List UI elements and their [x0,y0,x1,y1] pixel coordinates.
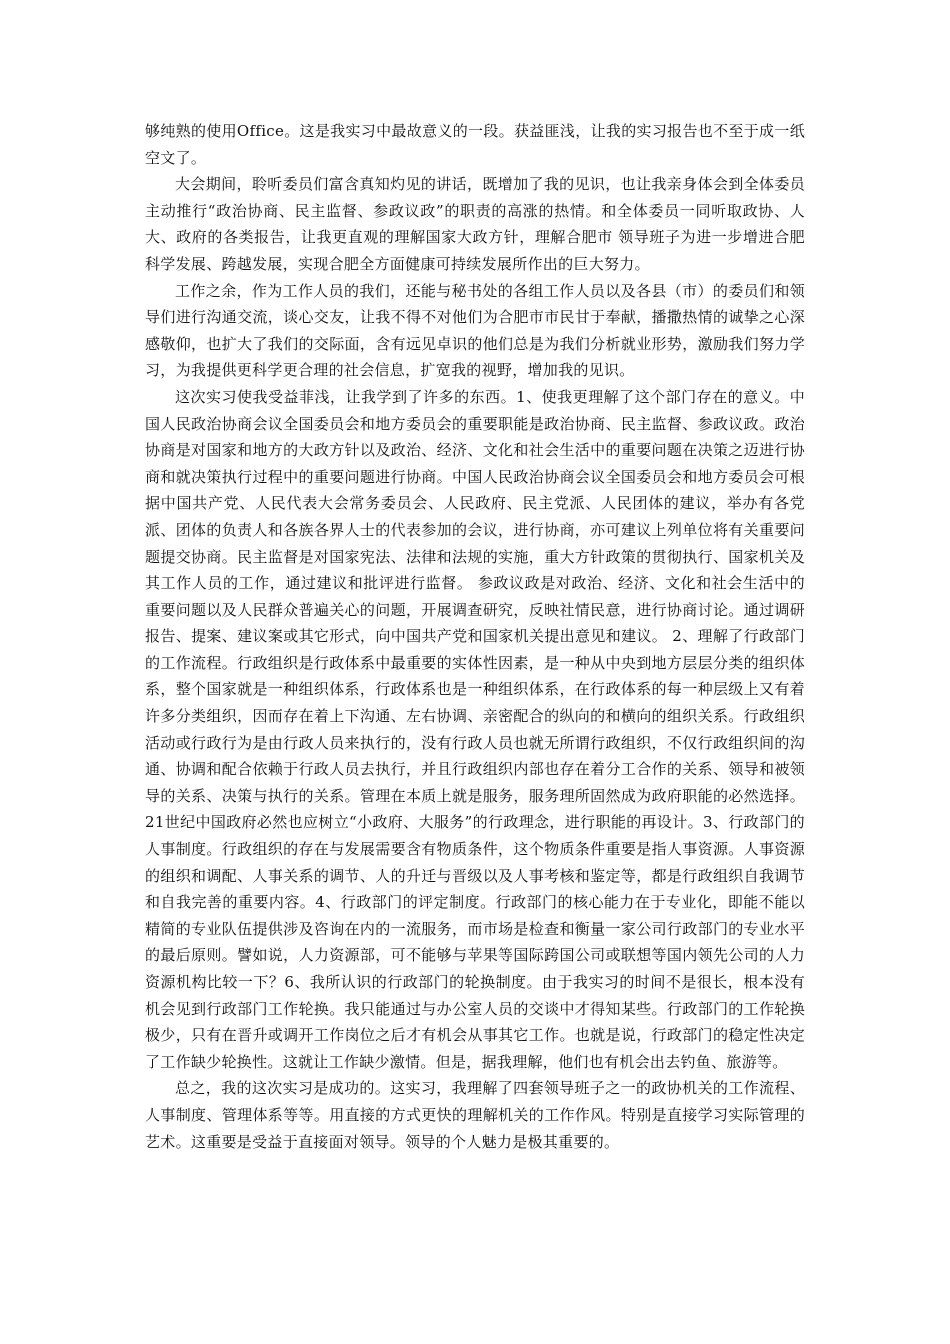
paragraph-conference: 大会期间，聆听委员们富含真知灼见的讲话，既增加了我的见识，也让我亲身体会到全体委员主动推行“政治协商、民主监督、参政议政”的职责的高涨的热情。和全体委员一同听取政协、人大、政府的各类报告，让我更直观的理解国家大政方针，理解合肥市 领导班子为进一步增进合肥科学发展、跨越发展，实现合肥全方面健康可持续发展所作出的巨大努力。 [145,175,805,273]
paragraph-internship-gains: 这次实习使我受益菲浅，让我学到了许多的东西。1、使我更理解了这个部门存在的意义。中国人民政治协商会议全国委员会和地方委员会的重要职能是政治协商、民主监督、参政议政。政治协商是对国家和地方的大政方针以及政治、经济、文化和社会生活中的重要问题在决策之迈进行协商和就决策执行过程中的重要问题进行协商。中国人民政治协商会议全国委员会和地方委员会可根据中国共产党、人民代表大会常务委员会、人民政府、民主党派、人民团体的建议，举办有各党派、团体的负责人和各族各界人士的代表参加的会议，进行协商，亦可建议上列单位将有关重要问题提交协商。民主监督是对国家宪法、法律和法规的实施，重大方针政策的贯彻执行、国家机关及其工作人员的工作，通过建议和批评进行监督。 参政议政是对政治、经济、文化和社会生活中的重要问题以及人民群众普遍关心的问题，开展调查研究，反映社情民意，进行协商讨论。通过调研报告、提案、建议案或其它形式，向中国共产党和国家机关提出意见和建议。 2、理解了行政部门的工作流程。行政组织是行政体系中最重要的实体性因素，是一种从中央到地方层层分类的组织体系，整个国家就是一种组织体系，行政体系也是一种组织体系，在行政体系的每一种层级上又有着许多分类组织，因而存在着上下沟通、左右协调、亲密配合的纵向的和横向的组织关系。行政组织活动或行政行为是由行政人员来执行的，没有行政人员也就无所谓行政组织，不仅行政组织间的沟通、协调和配合依赖于行政人员去执行，并且行政组织内部也存在着分工合作的关系、领导和被领导的关系、决策与执行的关系。管理在本质上就是服务，服务理所固然成为政府职能的必然选择。21世纪中国政府必然也应树立“小政府、大服务”的行政理念，进行职能的再设计。3、行政部门的人事制度。行政组织的存在与发展需要含有物质条件，这个物质条件重要是指人事资源。人事资源的组织和调配、人事关系的调节、人的升迁与晋级以及人事考核和鉴定等，都是行政组织自我调节和自我完善的重要内容。4、行政部门的评定制度。行政部门的核心能力在于专业化，即能不能以精简的专业队伍提供涉及咨询在内的一流服务，而市场是检查和衡量一家公司行政部门的专业水平的最后原则。譬如说，人力资源部，可不能够与苹果等国际跨国公司或联想等国内领先公司的人力资源机构比较一下？6、我所认识的行政部门的轮换制度。由于我实习的时间不是很长，根本没有机会见到行政部门工作轮换。我只能通过与办公室人员的交谈中才得知某些。行政部门的工作轮换极少，只有在晋升或调开工作岗位之后才有机会从事其它工作。也就是说，行政部门的稳定性决定了工作缺少轮换性。这就让工作缺少激情。但是，据我理解，他们也有机会出去钓鱼、旅游等。 [145,387,805,1071]
paragraph-conclusion: 总之，我的这次实习是成功的。这实习，我理解了四套领导班子之一的政协机关的工作流程、人事制度、管理体系等等。用直接的方式更快的理解机关的工作作风。特别是直接学习实际管理的艺术。这重要是受益于直接面对领导。领导的个人魅力是极其重要的。 [145,1079,805,1151]
paragraph-after-work: 工作之余，作为工作人员的我们，还能与秘书处的各组工作人员以及各县（市）的委员们和领导们进行沟通交流，谈心交友，让我不得不对他们为合肥市市民甘于奉献，播撒热情的诚挚之心深感敬仰，也扩大了我们的交际面，含有远见卓识的他们总是为我们分析就业形势，激励我们努力学习，为我提供更科学更合理的社会信息，扩宽我的视野，增加我的见识。 [145,281,805,380]
paragraph-office-skill: 够纯熟的使用Office。这是我实习中最故意义的一段。获益匪浅，让我的实习报告也不至于成一纸空文了。 [145,122,805,167]
document-body [145,118,805,1155]
